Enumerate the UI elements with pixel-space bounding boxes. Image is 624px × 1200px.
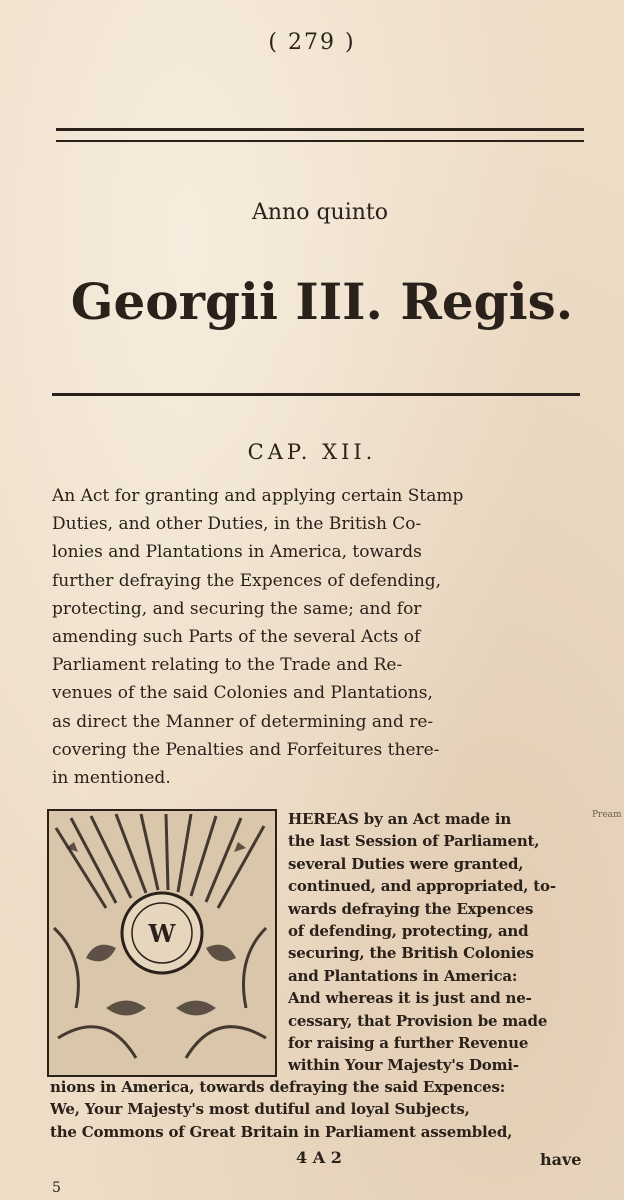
top-rule-thick [56, 128, 584, 131]
top-rule-thin [56, 140, 584, 142]
body-line: of defending, protecting, and [288, 922, 529, 941]
act-line: An Act for granting and applying certain Stamp [52, 486, 464, 506]
regis-title: Georgii III. Regis. [70, 272, 574, 331]
body-line: the Commons of Great Britain in Parliament assembled, [50, 1122, 513, 1141]
act-line: in mentioned. [52, 768, 171, 789]
act-line: Duties, and other Duties, in the British Co- [52, 514, 422, 535]
body-line: nions in America, towards defraying the said Expences: [50, 1078, 506, 1096]
body-line: cessary, that Provision be made [288, 1011, 548, 1030]
body-text-beside-woodcut [288, 808, 588, 1077]
anno-heading: Anno quinto [251, 200, 388, 225]
page-number: ( 279 ) [268, 30, 356, 55]
body-line: several Duties were granted, [288, 854, 524, 873]
body-line: continued, and appropriated, to- [288, 877, 556, 896]
woodcut-initial-letter: W [148, 919, 176, 948]
body-line: And whereas it is just and ne- [288, 989, 532, 1008]
title-rule [52, 393, 580, 396]
body-line: and Plantations in America: [288, 966, 518, 985]
act-line: venues of the said Colonies and Plantations, [52, 683, 433, 704]
body-line: the last Session of Parliament, [288, 832, 540, 851]
body-text-full-width [50, 1076, 590, 1143]
body-line: securing, the British Colonies [288, 944, 534, 963]
chapter-heading: CAP. XII. [247, 440, 377, 464]
act-title [52, 482, 590, 792]
body-line: for raising a further Revenue [288, 1034, 529, 1053]
woodcut-initial-illustration [46, 808, 278, 1078]
body-line: within Your Majesty's Domi- [288, 1056, 519, 1075]
body-line: HEREAS by an Act made in [288, 810, 512, 828]
foot-mark: 5 [52, 1180, 61, 1196]
body-line: We, Your Majesty's most dutiful and loyal Subjects, [50, 1100, 470, 1119]
act-line: lonies and Plantations in America, towards [52, 542, 422, 563]
body-line: wards defraying the Expences [288, 899, 534, 918]
act-line: as direct the Manner of determining and re- [52, 711, 434, 732]
act-line: amending such Parts of the several Acts of [52, 627, 421, 648]
margin-note: Pream [592, 810, 622, 820]
catchword: have [540, 1150, 582, 1169]
act-line: covering the Penalties and Forfeitures there- [52, 739, 440, 760]
act-line: protecting, and securing the same; and for [52, 598, 422, 619]
act-line: further defraying the Expences of defending, [52, 570, 442, 591]
act-line: Parliament relating to the Trade and Re- [52, 655, 403, 676]
signature-mark: 4 A 2 [296, 1148, 342, 1167]
